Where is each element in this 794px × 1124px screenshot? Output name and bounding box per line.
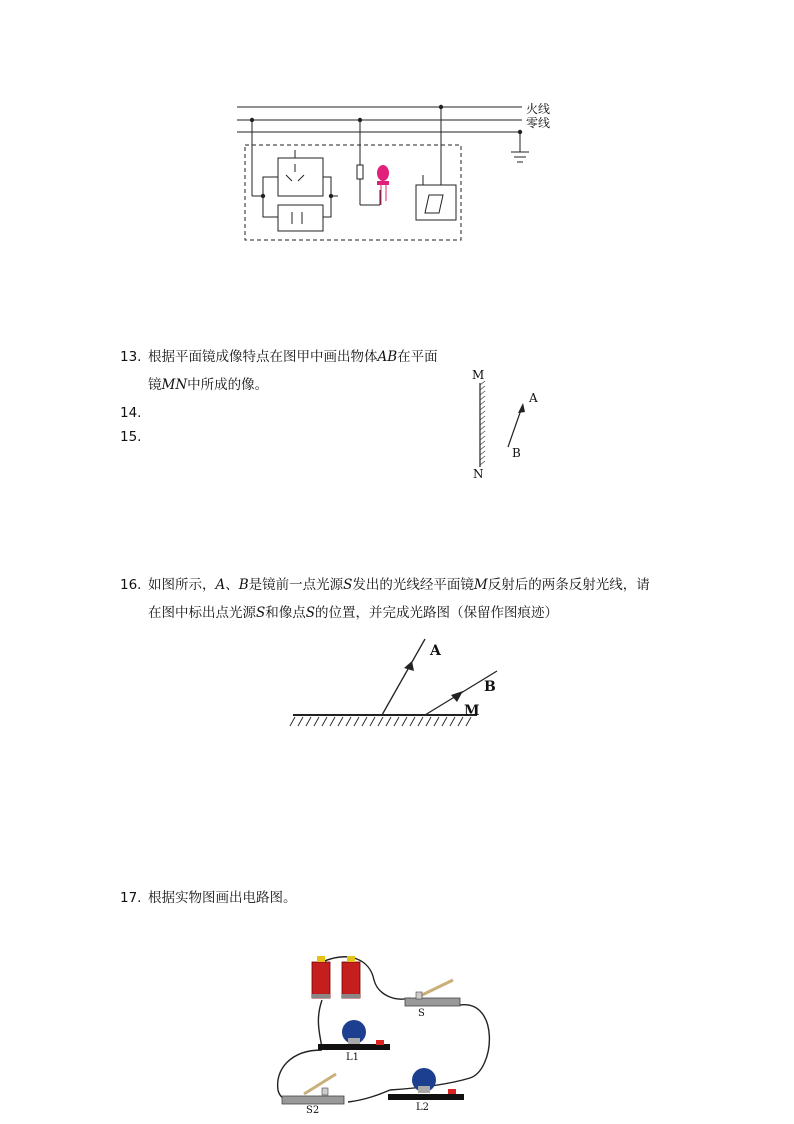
reflection-figure xyxy=(285,633,515,733)
question-text: 反射后的两条反射光线，请 xyxy=(487,577,650,593)
question-text: 和像点 xyxy=(265,605,306,621)
variable-ab: AB xyxy=(377,349,398,365)
variable-b: B xyxy=(238,577,249,593)
variable-s: S xyxy=(305,605,315,621)
lamp-label-l1: L1 xyxy=(346,1052,360,1063)
question-text: 根据实物图画出电路图。 xyxy=(148,890,297,906)
question-number: 17. xyxy=(120,890,142,906)
household-circuit-diagram xyxy=(230,95,570,255)
question-16 xyxy=(120,575,650,595)
question-text: 的位置，并完成光路图（保留作图痕迹） xyxy=(315,605,558,621)
physical-circuit-figure xyxy=(270,950,500,1120)
variable-a: A xyxy=(215,577,226,593)
question-14 xyxy=(120,403,148,423)
question-13-line2 xyxy=(148,375,268,395)
question-13 xyxy=(120,347,438,367)
mirror-label-m: M xyxy=(464,703,480,719)
battery-icon xyxy=(312,956,330,998)
variable-m: M xyxy=(473,577,488,593)
question-text: 在图中标出点光源 xyxy=(148,605,256,621)
switch-label-s2: S2 xyxy=(306,1105,320,1116)
question-15 xyxy=(120,427,148,447)
bulb-icon xyxy=(388,1068,464,1100)
bulb-icon xyxy=(318,1020,390,1050)
battery-icon xyxy=(342,956,360,998)
switch-icon xyxy=(282,1074,344,1104)
household-circuit-figure xyxy=(230,95,570,255)
question-number: 13. xyxy=(120,349,142,365)
lamp-label-l2: L2 xyxy=(416,1102,430,1113)
question-17 xyxy=(120,888,297,908)
mirror-mn-figure xyxy=(460,365,560,485)
variable-s: S xyxy=(343,577,353,593)
question-text: 发出的光线经平面镜 xyxy=(352,577,474,593)
question-text: 在平面 xyxy=(397,349,438,365)
question-text: 是镜前一点光源 xyxy=(248,577,344,593)
ray-label-b: B xyxy=(484,679,496,695)
question-number: 15. xyxy=(120,429,142,445)
lamp-icon xyxy=(377,165,389,205)
question-text: 、 xyxy=(225,577,239,593)
variable-mn: MN xyxy=(161,377,188,393)
ray-label-a: A xyxy=(430,643,441,659)
question-16-line2 xyxy=(148,603,558,623)
switch-icon xyxy=(405,980,460,1006)
question-number: 16. xyxy=(120,577,142,593)
point-label-b: B xyxy=(512,446,521,460)
mirror-label-m: M xyxy=(472,368,485,382)
question-text: 根据平面镜成像特点在图甲中画出物体 xyxy=(148,349,378,365)
question-text: 镜 xyxy=(148,377,162,393)
neutral-wire-label: 零线 xyxy=(526,116,551,130)
question-text: 中所成的像。 xyxy=(187,377,269,393)
mirror-label-n: N xyxy=(473,467,484,481)
question-text: 如图所示， xyxy=(148,577,216,593)
question-number: 14. xyxy=(120,405,142,421)
variable-s: S xyxy=(256,605,266,621)
live-wire-label: 火线 xyxy=(526,102,551,116)
point-label-a: A xyxy=(529,391,538,405)
switch-label-s: S xyxy=(418,1008,425,1019)
